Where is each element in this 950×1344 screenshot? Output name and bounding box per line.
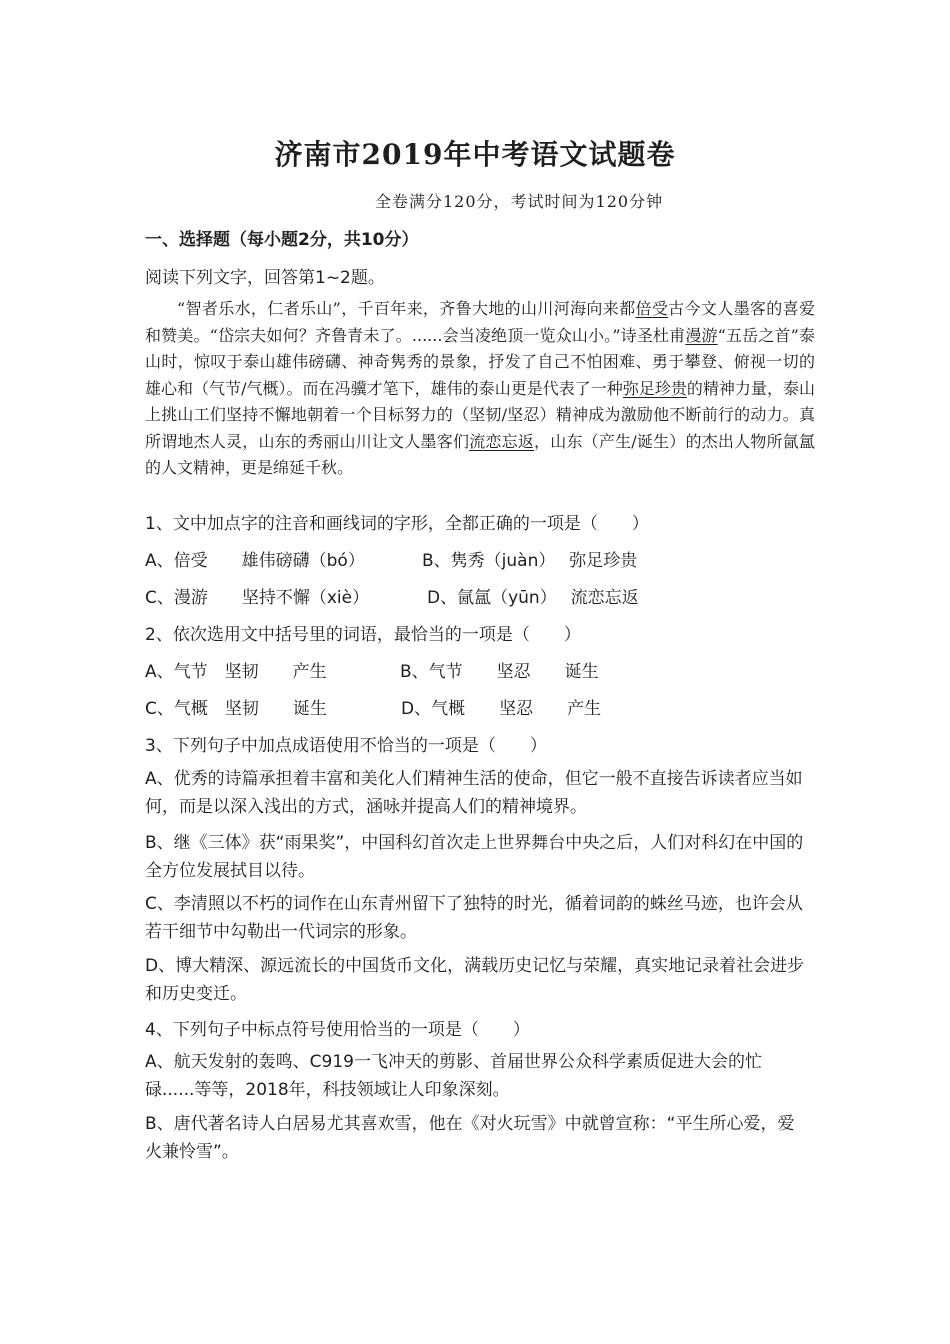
question-3-stem: 3、下列句子中加点成语使用不恰当的一项是（ ） — [145, 736, 547, 756]
underlined-word-2: 漫游 — [685, 325, 718, 345]
question-3-option-c: C、李清照以不朽的词作在山东青州留下了独特的时光，循着词韵的蛛丝马迹，也许会从若干细节中勾勒出一代词宗的形象。 — [145, 894, 803, 942]
question-4-option-a: A、航天发射的轰鸣、C919一飞冲天的剪影、首届世界公众科学素质促进大会的忙碌......等等，2018年，科技领域让人印象深刻。 — [145, 1052, 762, 1100]
passage-text-4: 的精神力量，泰山上挑山工们坚持不懈地朝着一个目标努力的（坚韧/坚忍）精神成为激励他不断前行的动力。真所谓地杰人灵，山东的秀丽山川让文人墨客们 — [145, 378, 815, 451]
section-heading: 一、选择题（每小题2分，共10分） — [145, 230, 419, 250]
question-1-option-b: B、隽秀（juàn） 弥足珍贵 — [422, 551, 638, 571]
question-3-option-b: B、继《三体》获“雨果奖”，中国科幻首次走上世界舞台中央之后，人们对科幻在中国的全方位发展拭目以待。 — [145, 833, 804, 881]
reading-instruction: 阅读下列文字，回答第1~2题。 — [145, 268, 385, 288]
question-1-option-a: A、倍受 雄伟磅礴（bó） — [145, 551, 365, 571]
passage-text-5: ，山东（产生/诞生）的杰出人物所氤氲的人文精神，更是绵延千秋。 — [145, 431, 815, 477]
underlined-word-3: 弥足珍贵 — [622, 378, 687, 398]
passage-text-1: “智者乐水，仁者乐山”，千百年来，齐鲁大地的山川河海向来都 — [177, 299, 636, 318]
reading-passage — [145, 296, 815, 482]
question-4-stem: 4、下列句子中标点符号使用恰当的一项是（ ） — [145, 1020, 530, 1040]
question-2-stem: 2、依次选用文中括号里的词语，最恰当的一项是（ ） — [145, 625, 581, 645]
question-1-option-c: C、漫游 坚持不懈（xiè） — [145, 588, 370, 608]
question-2-option-b: B、气节 坚忍 诞生 — [400, 662, 599, 682]
question-1-stem: 1、文中加点字的注音和画线词的字形，全都正确的一项是（ ） — [145, 514, 649, 534]
passage-text-2: 古今文人墨客的喜爱和赞美。“岱宗夫如何？齐鲁青未了。......会当凌绝顶一览众山小。”诗圣杜甫 — [145, 299, 815, 345]
passage-text-3: “五岳之首”泰山时，惊叹于泰山雄伟磅礴、神奇隽秀的景象，抒发了自己不怕困难、勇于攀登、俯视一切的雄心和（气节/气概）。而在冯骥才笔下，雄伟的泰山更是代表了一种 — [145, 325, 815, 398]
page-title: 济南市2019年中考语文试题卷 — [274, 138, 676, 171]
question-3-option-d: D、博大精深、源远流长的中国货币文化，满载历史记忆与荣耀，真实地记录着社会进步和历史变迁。 — [145, 956, 805, 1004]
question-4-option-b: B、唐代著名诗人白居易尤其喜欢雪，他在《对火玩雪》中就曾宣称：“平生所心爱，爱火兼怜雪”。 — [145, 1114, 795, 1162]
underlined-word-4: 流恋忘返 — [469, 431, 535, 451]
exam-subtitle: 全卷满分120分，考试时间为120分钟 — [375, 192, 664, 211]
question-2-option-a: A、气节 坚韧 产生 — [145, 662, 327, 682]
underlined-word-1: 倍受 — [635, 299, 669, 318]
question-3-option-a: A、优秀的诗篇承担着丰富和美化人们精神生活的使命，但它一般不直接告诉读者应当如何，而是以深入浅出的方式，涵咏并提高人们的精神境界。 — [145, 769, 803, 817]
question-2-option-c: C、气概 坚韧 诞生 — [145, 699, 327, 719]
question-2-option-d: D、气概 坚忍 产生 — [401, 699, 602, 719]
question-1-option-d: D、氤氲（yūn） 流恋忘返 — [427, 588, 639, 608]
passage-paragraph — [145, 296, 815, 482]
